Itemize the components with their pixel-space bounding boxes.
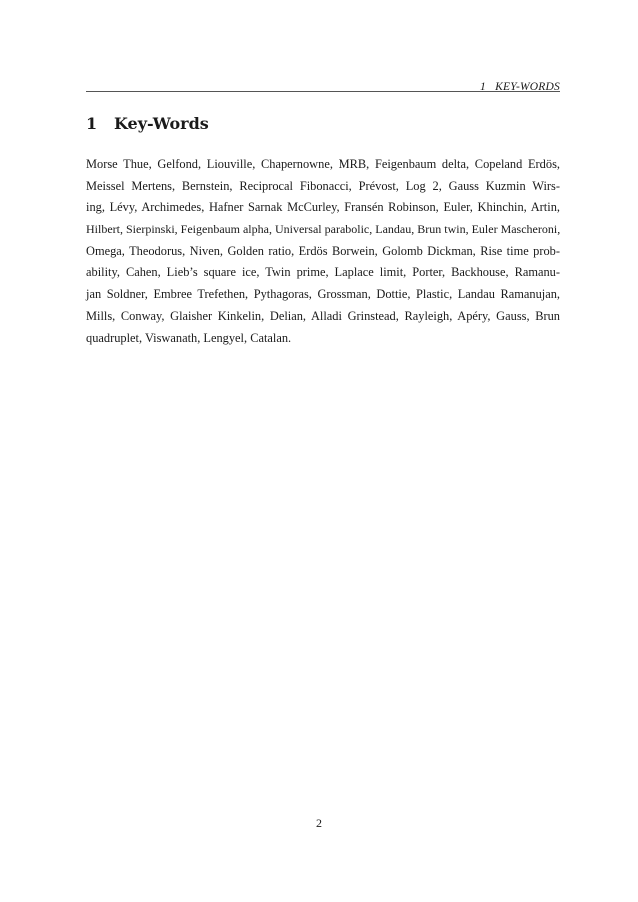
paragraph-line: jan Soldner, Embree Trefethen, Pythagoras, Grossman, Dottie, Plastic, Landau Ramanujan, — [86, 287, 560, 302]
paragraph-line: quadruplet, Viswanath, Lengyel, Catalan. — [86, 330, 292, 345]
paragraph-line: ing, Lévy, Archimedes, Hafner Sarnak McCurley, Fransén Robinson, Euler, Khinchin, Artin, — [86, 200, 560, 215]
running-head-title: KEY-WORDS — [495, 81, 560, 93]
paragraph-line: Mills, Conway, Glaisher Kinkelin, Delian, Alladi Grinstead, Rayleigh, Apéry, Gauss, Brun — [86, 308, 560, 323]
section-heading — [86, 114, 209, 133]
keywords-paragraph — [86, 154, 560, 349]
paragraph-line: Omega, Theodorus, Niven, Golden ratio, Erdös Borwein, Golomb Dickman, Rise time prob- — [86, 243, 560, 258]
running-head — [86, 75, 560, 92]
paragraph-line: ability, Cahen, Lieb’s square ice, Twin prime, Laplace limit, Porter, Backhouse, Ramanu- — [86, 265, 560, 280]
section-number: 1 — [86, 114, 98, 133]
section-title: Key-Words — [114, 114, 209, 133]
paragraph-line: Meissel Mertens, Bernstein, Reciprocal Fibonacci, Prévost, Log 2, Gauss Kuzmin Wirs- — [86, 178, 560, 193]
running-head-number: 1 — [479, 81, 486, 93]
page-number: 2 — [316, 816, 322, 830]
paragraph-line: Morse Thue, Gelfond, Liouville, Chapernowne, MRB, Feigenbaum delta, Copeland Erdös, — [86, 157, 560, 171]
paragraph-line: Hilbert, Sierpinski, Feigenbaum alpha, Universal parabolic, Landau, Brun twin, Euler Mascheroni, — [86, 222, 561, 237]
running-head-text — [480, 81, 560, 93]
